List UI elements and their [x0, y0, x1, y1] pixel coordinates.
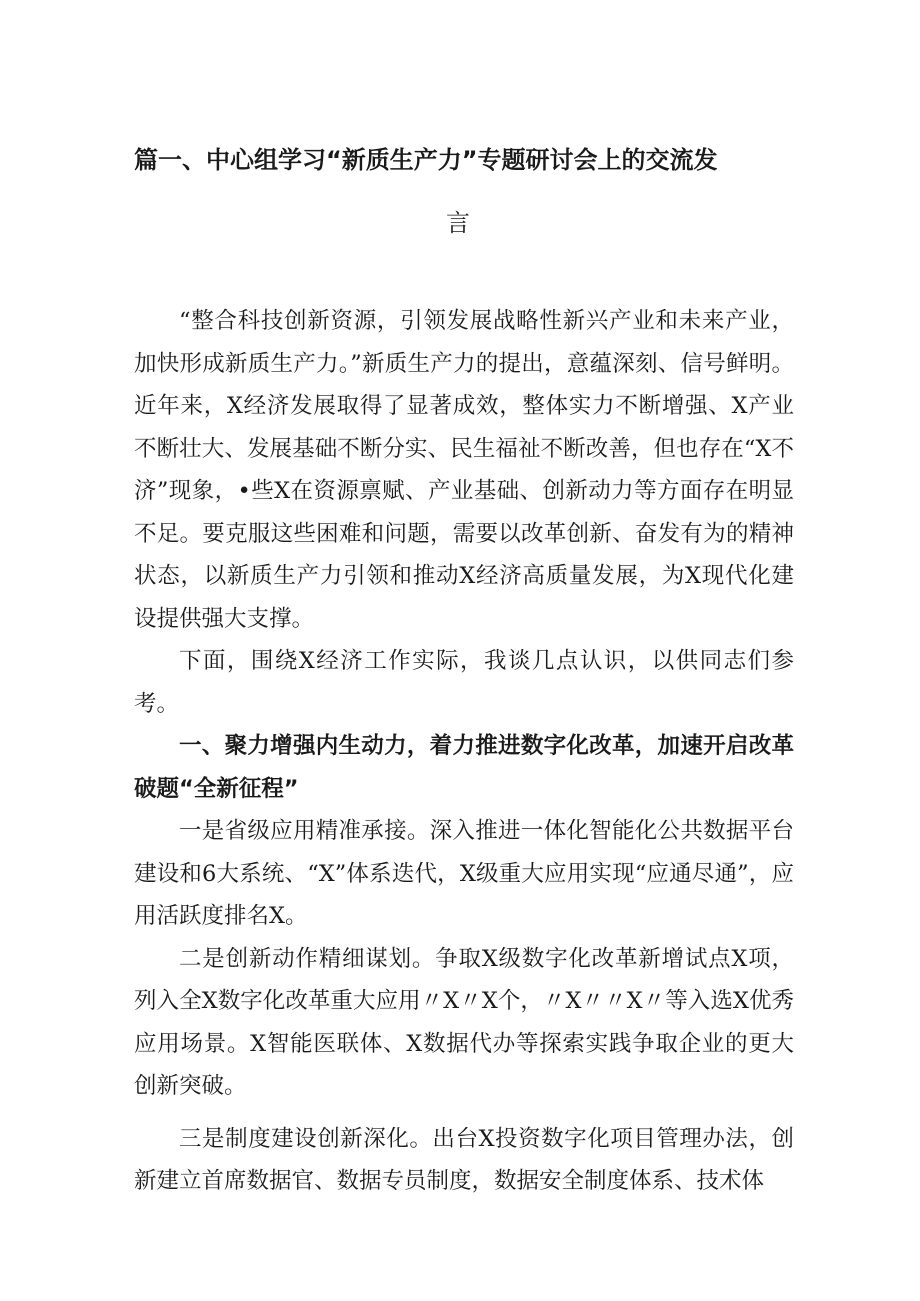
paragraph-point-2: 二是创新动作精细谋划。争取X级数字化改革新增试点X项，列入全X数字化改革重大应用〃X〃X个，〃X〃〃X〃等入选X优秀应用场景。X智能医联体、X数据代办等探索实践争取企业的更大创新突破。	[134, 945, 794, 1099]
paragraph-intro: “整合科技创新资源，引领发展战略性新兴产业和未来产业，加快形成新质生产力。”新质生产力的提出，意蕴深刻、信号鲜明。近年来，X经济发展取得了显著成效，整体实力不断增强、X产业不断壮大、发展基础不断分实、民生福祉不断改善，但也存在“X不济”现象，•些X在资源禀赋、产业基础、创新动力等方面存在明显不足。要克服这些困难和问题，需要以改革创新、奋发有为的精神状态，以新质生产力引领和推动X经济高质量发展，为X现代化建设提供强大支撑。	[134, 308, 794, 632]
paragraph-transition: 下面，围绕X经济工作实际，我谈几点认识，以供同志们参考。	[134, 648, 794, 717]
section-heading: 一、聚力增强内生动力，着力推进数字化改革，加速开启改革破题“全新征程”	[134, 733, 794, 802]
paragraph-point-3: 三是制度建设创新深化。出台X投资数字化项目管理办法，创新建立首席数据官、数据专员制度，数据安全制度体系、技术体	[134, 1125, 794, 1194]
document-title: 篇一、中心组学习“新质生产力”专题研讨会上的交流发	[134, 146, 718, 174]
document-body	[134, 300, 794, 1203]
paragraph-point-1: 一是省级应用精准承接。深入推进一体化智能化公共数据平台建设和6大系统、“X”体系迭代，X级重大应用实现“应通尽通”，应用活跃度排名X。	[134, 818, 794, 929]
document-title-continuation: 言	[446, 209, 470, 237]
